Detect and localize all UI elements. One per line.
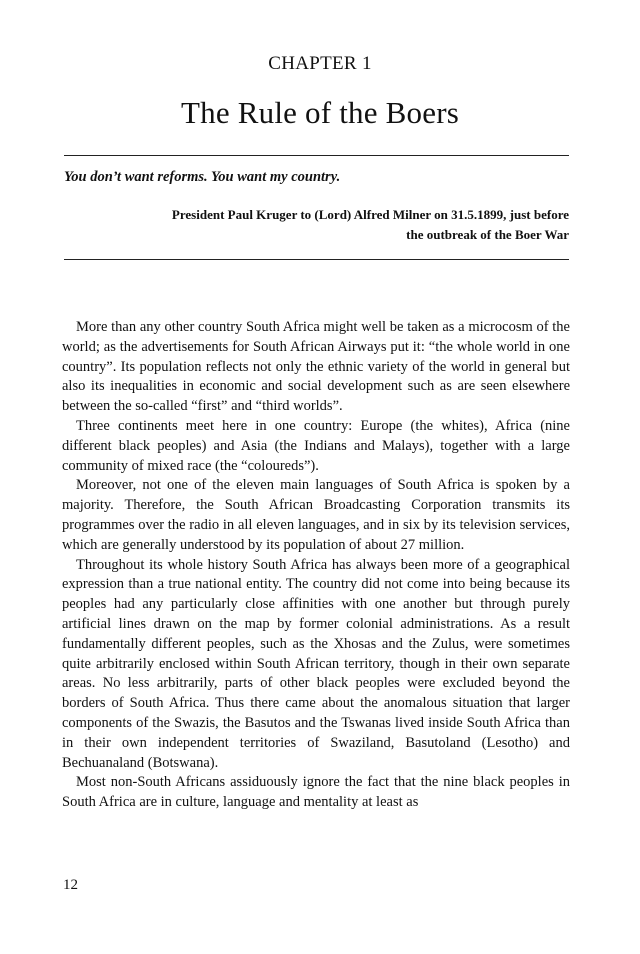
page-number: 12: [63, 877, 78, 893]
epigraph-quote: You don’t want reforms. You want my country.: [64, 169, 341, 185]
body-text: [62, 318, 570, 813]
epigraph-attribution: [100, 205, 569, 245]
body-paragraph: Three continents meet here in one country: Europe (the whites), Africa (nine different black peoples) and Asia (the Indians and Malays), together with a large community of mixed race (the “coloureds”).: [62, 417, 570, 474]
epigraph-top-rule: [64, 155, 569, 156]
epigraph-bottom-rule: [64, 259, 569, 260]
chapter-number: CHAPTER 1: [268, 53, 372, 74]
body-paragraph: Moreover, not one of the eleven main languages of South Africa is spoken by a majority. Therefore, the South African Broadcasting Corporation transmits its programmes over the radio in all eleven languages, and in six by its television services, which are generally understood by its population of about 27 million.: [62, 477, 570, 553]
body-paragraph: More than any other country South Africa might well be taken as a microcosm of the world; as the advertisements for South African Airways put it: “the whole world in one country”. Its population reflects not only the ethnic variety of the world in general but also its inequalities in economic and social development such as are seen elsewhere between the so-called “first” and “third worlds”.: [62, 319, 570, 415]
body-paragraph: Throughout its whole history South Africa has always been more of a geographical expression than a true national entity. The country did not come into being because its peoples had any particularly close affinities with one another but through purely artificial lines drawn on the map by former colonial administrations. As a result fundamentally different peoples, such as the Xhosas and the Zulus, were sometimes quite arbitrarily enclosed within South African territory, though in their own separate areas. No less arbitrarily, parts of other black peoples were excluded beyond the borders of South Africa. Thus there came about the anomalous situation that larger components of the Swazis, the Basutos and the Tswanas lived inside South Africa than in their own independent territories of Swaziland, Basutoland (Lesotho) and Bechuanaland (Botswana).: [62, 556, 570, 771]
chapter-title: The Rule of the Boers: [181, 95, 459, 130]
body-paragraph: Most non-South Africans assiduously ignore the fact that the nine black peoples in South Africa are in culture, language and mentality at least as: [62, 774, 570, 811]
epigraph-attribution-line-1: President Paul Kruger to (Lord) Alfred Milner on 31.5.1899, just before: [171, 207, 569, 222]
epigraph-attribution-line-2: the outbreak of the Boer War: [406, 227, 569, 242]
